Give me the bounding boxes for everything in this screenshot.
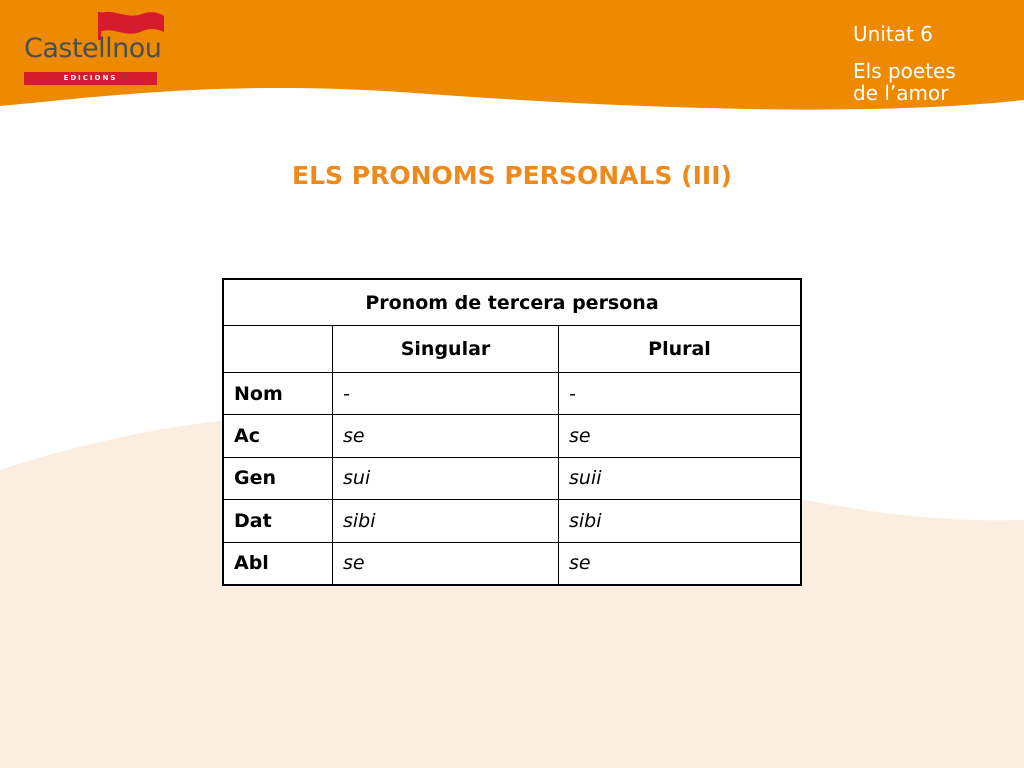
- plural-cell: -: [559, 372, 802, 414]
- case-cell: Gen: [223, 457, 333, 499]
- table-row: [223, 542, 801, 585]
- slide-title: ELS PRONOMS PERSONALS (III): [292, 161, 732, 190]
- logo-subtitle: EDICIONS: [24, 72, 157, 85]
- case-cell: Nom: [223, 372, 333, 414]
- singular-cell: se: [333, 542, 559, 585]
- table-row: [223, 457, 801, 499]
- castellnou-logo: [24, 10, 164, 80]
- pronoun-table: [222, 278, 802, 586]
- table-row: [223, 415, 801, 457]
- plural-cell: se: [559, 542, 802, 585]
- case-cell: Ac: [223, 415, 333, 457]
- plural-cell: suii: [559, 457, 802, 499]
- table-caption: Pronom de tercera persona: [223, 279, 801, 326]
- singular-cell: -: [333, 372, 559, 414]
- header-plural: Plural: [559, 326, 802, 372]
- case-cell: Dat: [223, 500, 333, 542]
- unit-subtitle-line1: Els poetes: [853, 59, 956, 83]
- singular-cell: sibi: [333, 500, 559, 542]
- plural-cell: sibi: [559, 500, 802, 542]
- unit-subtitle: [853, 60, 1013, 104]
- table-row: [223, 372, 801, 414]
- logo-wordmark: Castellnou: [24, 33, 162, 64]
- singular-cell: sui: [333, 457, 559, 499]
- case-cell: Abl: [223, 542, 333, 585]
- singular-cell: se: [333, 415, 559, 457]
- table-caption-row: [223, 279, 801, 326]
- plural-cell: se: [559, 415, 802, 457]
- header-singular: Singular: [333, 326, 559, 372]
- table-row: [223, 500, 801, 542]
- table-header-row: [223, 326, 801, 372]
- unit-subtitle-line2: de l’amor: [853, 81, 949, 105]
- header-empty: [223, 326, 333, 372]
- unit-label: Unitat 6: [853, 22, 933, 46]
